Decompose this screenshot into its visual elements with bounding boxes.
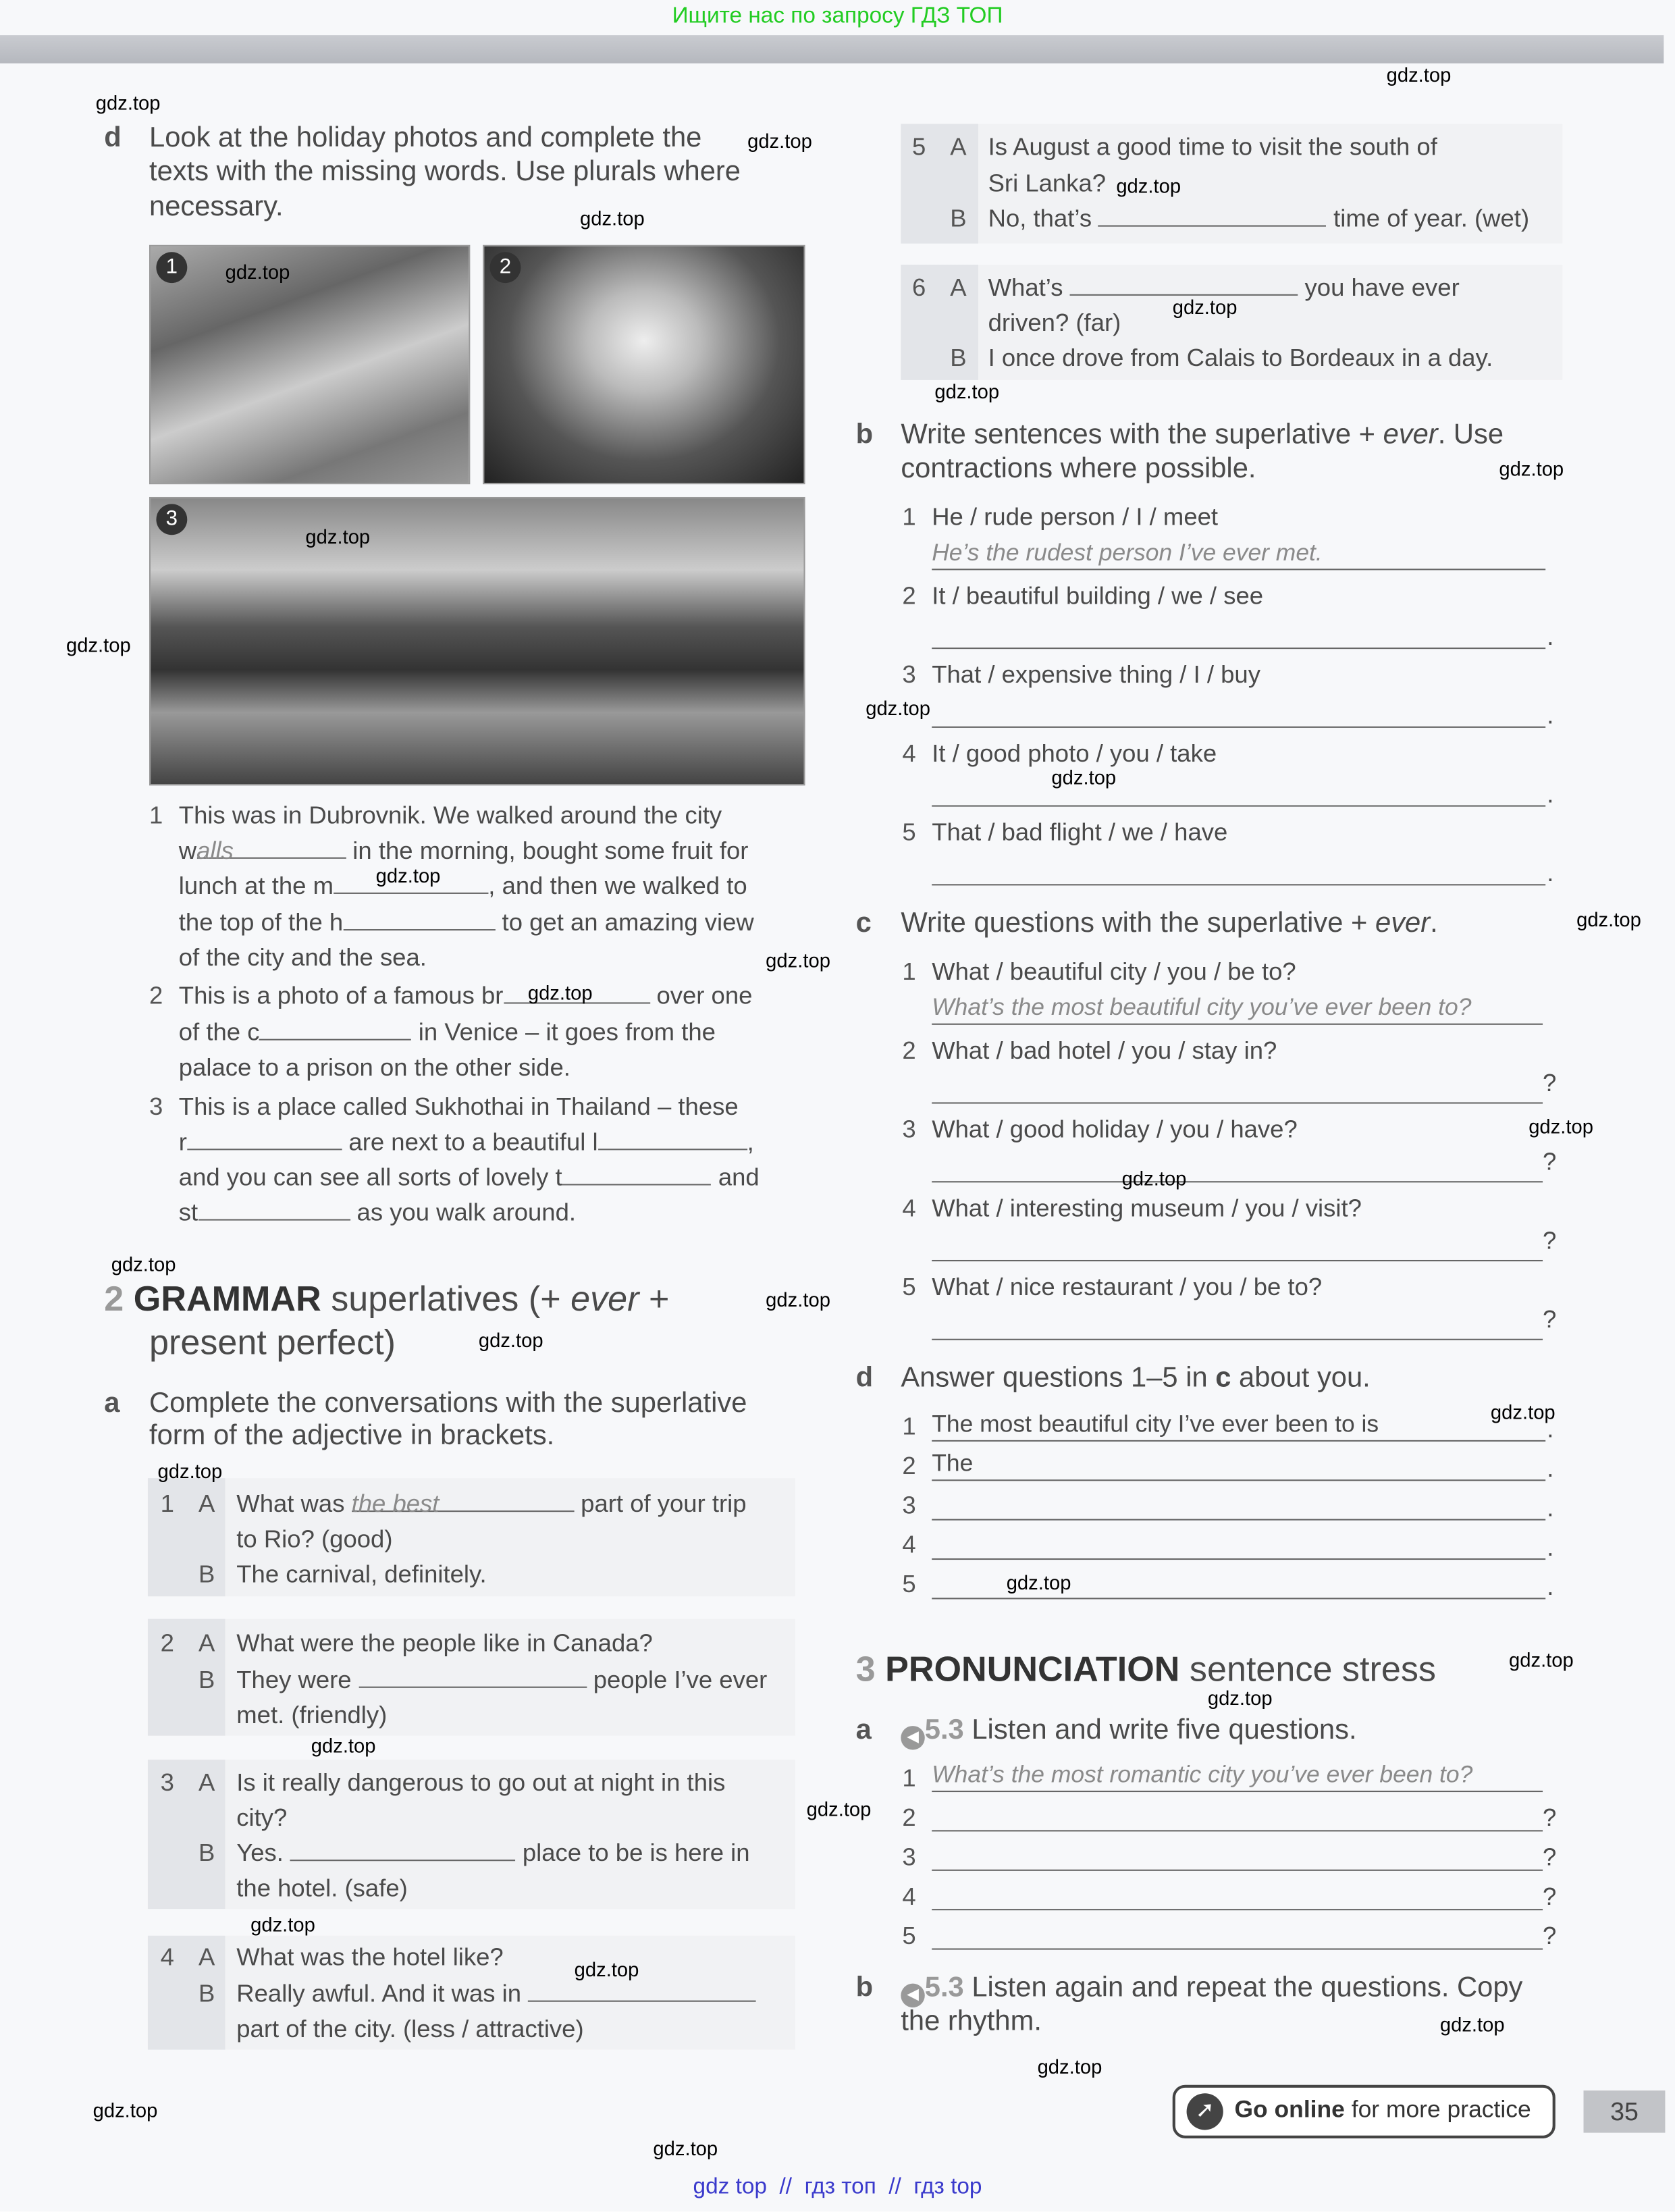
exercise-d-label: d [855,1363,874,1394]
text-line: met. (friendly) [236,1700,388,1729]
item-number: 4 [902,739,916,768]
item-number: 3 [902,660,916,689]
photo-venice [483,245,805,484]
item-number: 3 [902,1490,916,1519]
prompt: What / bad hotel / you / stay in? [932,1036,1277,1065]
watermark: gdz.top [305,525,371,548]
item-number: 1 [160,1489,174,1518]
section-subtitle: present perfect) [149,1323,396,1363]
watermark: gdz.top [934,379,1000,403]
section-title: PRONUNCIATION [885,1650,1180,1689]
text-line: This was in Dubrovnik. We walked around the city [178,801,722,830]
item-number: 2 [149,981,163,1009]
line-end: . [1547,780,1554,808]
text: you have ever [1304,273,1460,302]
speaker-label: B [198,1838,215,1867]
text: time of year. (wet) [1333,204,1530,233]
prompt: What / good holiday / you / have? [932,1115,1298,1143]
text: , and then we walked to [488,871,747,900]
watermark: gdz.top [65,633,131,656]
text-line: Is August a good time to visit the south of [988,132,1437,161]
track-number: 5.3 [924,1714,964,1746]
line-end: ? [1543,1882,1557,1911]
photo-dubrovnik [149,245,470,484]
text-line: What was the hotel like? [236,1943,504,1971]
text: people I’ve ever [593,1665,768,1694]
answer-blank[interactable] [187,1126,342,1150]
item-number: 3 [902,1115,916,1143]
text-line: Is it really dangerous to go out at night in this [236,1768,726,1797]
item-number: 3 [160,1768,174,1797]
audio-icon[interactable]: ◀ [901,1984,924,2007]
item-number: 1 [902,1764,916,1793]
photo-sukhothai [149,497,805,785]
answer-line[interactable] [932,1527,1545,1560]
section-subtitle: ever [570,1280,639,1319]
text: w [178,836,197,865]
section-subtitle: sentence stress [1189,1650,1436,1689]
section-subtitle: superlatives (+ [331,1280,571,1319]
answer-blank[interactable] [259,1016,411,1040]
speaker-label: B [950,343,967,372]
line-end: ? [1543,1305,1557,1334]
watermark: gdz.top [747,129,812,153]
exercise-b-label: b [855,1972,874,2003]
text-line: to Rio? (good) [236,1524,393,1553]
watermark: gdz.top [1172,295,1238,319]
instruction: Listen and write five questions. [972,1714,1357,1746]
watermark: gdz.top [1121,1167,1187,1190]
line-end: ? [1543,1226,1557,1255]
watermark: gdz.top [250,1913,315,1936]
line-end: . [1547,1533,1554,1562]
text-line: This is a place called Sukhothai in Thailand – these [178,1092,739,1121]
text: part of your trip [581,1489,747,1518]
item-number: 1 [149,801,163,830]
item-number: 6 [912,273,926,302]
item-number: 2 [902,1451,916,1480]
answer-line[interactable]: He’s the rudest person I’ve ever met. [932,537,1545,570]
speaker-label: A [198,1489,215,1518]
item-number: 5 [902,818,916,847]
answer-blank[interactable] [198,1196,350,1220]
go-online-label: Go online [1234,2096,1345,2124]
watermark: gdz.top [1386,63,1452,86]
answer-blank[interactable] [1098,203,1327,226]
audio-icon[interactable]: ◀ [901,1726,924,1749]
exercise-a-label: a [104,1388,120,1419]
text-line: of the city and the sea. [178,943,427,972]
speaker-label: B [198,1979,215,2008]
instruction: ever [1375,907,1431,939]
text-line: driven? (far) [988,308,1121,337]
speaker-label: A [198,1943,215,1971]
answer-line[interactable] [932,695,1545,728]
photo-number: 1 [156,252,187,283]
answer-blank[interactable] [598,1126,747,1150]
prompt: He / rude person / I / meet [932,502,1219,531]
watermark: gdz.top [579,207,645,230]
page-number: 35 [1584,2090,1666,2133]
text: r [178,1128,187,1156]
watermark: gdz.top [653,2136,718,2160]
answer-blank[interactable] [562,1161,712,1185]
item-number: 1 [902,502,916,531]
text: in the morning, bought some fruit for [352,836,749,865]
top-banner[interactable]: Ищите нас по запросу ГДЗ ТОП [672,4,1003,28]
prompt: It / beautiful building / we / see [932,581,1264,610]
text: They were [236,1665,352,1694]
item-number: 4 [902,1882,916,1911]
go-online-label: for more practice [1344,2096,1531,2124]
item-number: 1 [902,1412,916,1440]
text: are next to a beautiful l [348,1128,598,1156]
line-end: . [1547,701,1554,729]
text: to get an amazing view [502,907,754,937]
watermark: gdz.top [1490,1400,1556,1423]
answer-line[interactable] [932,1839,1543,1871]
prompt: That / expensive thing / I / buy [932,660,1260,689]
text-line: What were the people like in Canada? [236,1629,653,1657]
text: No, that’s [988,204,1092,233]
answer-blank[interactable] [528,1978,756,2001]
text: as you walk around. [356,1198,577,1226]
instruction: . [1430,907,1438,939]
answer-blank[interactable] [358,1664,587,1687]
exercise-b-label: b [855,419,874,451]
text-line: part of the city. (less / attractive) [236,2014,584,2043]
answer-line[interactable] [932,1229,1543,1261]
instruction: Answer questions 1–5 in [901,1363,1216,1394]
watermark: gdz.top [766,1288,830,1311]
answer-blank[interactable]: alls [196,835,346,858]
text-line: The carnival, definitely. [236,1560,487,1588]
item-number: 3 [902,1843,916,1871]
section-subtitle: + [639,1280,670,1319]
prompt: What / interesting museum / you / visit? [932,1193,1362,1222]
text: of the c [178,1018,260,1047]
track-number: 5.3 [924,1972,964,2003]
item-number: 4 [902,1193,916,1222]
watermark: gdz.top [92,2099,158,2122]
answer-blank[interactable] [343,907,495,930]
instruction: Write sentences with the superlative + [901,419,1383,451]
text: place to be is here in [522,1838,750,1867]
go-online-button[interactable] [1173,2085,1556,2138]
prompt: It / good photo / you / take [932,739,1217,768]
line-end: . [1547,1415,1554,1444]
line-end: ? [1543,1147,1557,1176]
instruction: Write questions with the superlative + [901,907,1376,939]
watermark: gdz.top [1509,1648,1574,1671]
speaker-label: B [198,1665,215,1694]
line-end: . [1547,858,1554,887]
line-end: ? [1543,1843,1557,1871]
text-line: palace to a prison on the other side. [178,1053,570,1082]
item-number: 5 [912,132,926,161]
section-number: 2 [104,1280,124,1319]
instruction: ever [1383,419,1438,451]
watermark: gdz.top [527,981,593,1004]
speaker-label: A [950,132,967,161]
instruction: about you. [1231,1363,1371,1394]
watermark: gdz.top [766,949,830,972]
bottom-banner[interactable]: gdz top // гдз топ // гдз top [693,2175,982,2199]
instruction-line: necessary. [149,191,284,223]
watermark: gdz.top [1006,1571,1071,1594]
prompt: That / bad flight / we / have [932,818,1228,847]
watermark: gdz.top [375,864,441,887]
watermark: gdz.top [1051,766,1117,789]
answer-line[interactable] [932,774,1545,807]
watermark: gdz.top [311,1734,376,1757]
item-number: 5 [902,1272,916,1301]
text: What’s [988,273,1063,302]
instruction: c [1215,1363,1231,1394]
answer-line[interactable] [932,1150,1543,1182]
item-number: 3 [149,1092,163,1121]
page-top-band [0,35,1664,63]
instruction-line: Look at the holiday photos and complete the [149,122,702,154]
line-end: ? [1543,1068,1557,1097]
answer-line[interactable]: What’s the most beautiful city you’ve ever been to? [932,993,1543,1025]
text-line: the hotel. (safe) [236,1874,408,1902]
text-line: city? [236,1803,288,1832]
text: over one [656,981,753,1009]
answer-line[interactable] [932,1918,1543,1950]
instruction-line: form of the adjective in brackets. [149,1420,555,1452]
watermark: gdz.top [1207,1686,1273,1710]
watermark: gdz.top [806,1797,872,1820]
photo-number: 2 [490,252,521,283]
section-title: GRAMMAR [133,1280,321,1319]
line-end: . [1547,1494,1554,1522]
watermark: gdz.top [1439,2013,1505,2036]
line-end: ? [1543,1921,1557,1950]
watermark: gdz.top [1116,174,1181,197]
watermark: gdz.top [1037,2055,1102,2078]
speaker-label: A [198,1629,215,1657]
item-number: 4 [160,1943,174,1971]
answer-line[interactable] [932,1488,1545,1521]
watermark: gdz.top [866,697,930,720]
item-number: 4 [902,1530,916,1558]
speaker-label: A [950,273,967,302]
line-end: ? [1543,1803,1557,1832]
line-end: . [1547,1572,1554,1601]
instruction: . Use [1437,419,1504,451]
text: Really awful. And it was in [236,1979,522,2008]
line-end: . [1547,622,1554,651]
instruction-line: Complete the conversations with the superlative [149,1388,747,1419]
exercise-c-label: c [855,907,872,939]
answer-blank[interactable] [1070,271,1298,295]
answer-blank[interactable]: the best [352,1488,574,1512]
answer-line[interactable] [932,616,1545,649]
answer-line[interactable] [932,1308,1543,1340]
instruction-line: the rhythm. [901,2005,1042,2037]
answer-line[interactable] [932,853,1545,885]
cursor-icon: ➚ [1187,2093,1223,2130]
speaker-label: B [950,204,967,233]
text-line: Sri Lanka? [988,169,1107,197]
answer-line[interactable]: The [932,1448,1545,1481]
prompt: What / beautiful city / you / be to? [932,957,1296,986]
line-end: . [1547,1454,1554,1483]
prompt: What / nice restaurant / you / be to? [932,1272,1323,1301]
photo-number: 3 [156,504,187,535]
answer-line[interactable] [932,1799,1543,1832]
speaker-label: B [198,1560,215,1588]
exercise-d-label: d [104,122,122,154]
answer-blank[interactable] [290,1837,516,1861]
instruction-line: texts with the missing words. Use plurals where [149,156,741,188]
item-number: 2 [902,1803,916,1832]
text: lunch at the m [178,871,334,900]
watermark: gdz.top [574,1958,639,1981]
text: , [747,1128,754,1156]
watermark: gdz.top [1528,1115,1593,1138]
answer-line[interactable] [932,1878,1543,1910]
text: st [178,1198,198,1226]
watermark: gdz.top [111,1253,176,1275]
watermark: gdz.top [1499,457,1564,480]
watermark: gdz.top [478,1329,543,1352]
text-line: I once drove from Calais to Bordeaux in a day. [988,343,1493,372]
text: This is a photo of a famous br [178,981,504,1009]
item-number: 1 [902,957,916,986]
section-number: 3 [855,1650,876,1689]
item-number: 2 [902,1036,916,1065]
watermark: gdz.top [225,260,290,284]
text: What was [236,1489,345,1518]
exercise-a-label: a [855,1714,872,1746]
item-number: 5 [902,1921,916,1950]
text: the top of the h [178,907,344,937]
text: in Venice – it goes from the [418,1018,716,1047]
watermark: gdz.top [95,91,161,114]
item-number: 2 [160,1629,174,1657]
instruction-line: contractions where possible. [901,453,1256,485]
answer-line[interactable]: The most beautiful city I’ve ever been to is [932,1409,1545,1442]
answer-line[interactable] [932,1072,1543,1104]
item-number: 2 [902,581,916,610]
text: and you can see all sorts of lovely t [178,1163,562,1191]
text: Yes. [236,1838,284,1867]
speaker-label: A [198,1768,215,1797]
instruction: Listen again and repeat the questions. Copy [972,1972,1523,2003]
item-number: 5 [902,1569,916,1598]
answer-line[interactable]: What’s the most romantic city you’ve ever been to? [932,1760,1543,1792]
text: and [718,1163,760,1191]
watermark: gdz.top [1576,907,1641,931]
watermark: gdz.top [157,1460,223,1483]
